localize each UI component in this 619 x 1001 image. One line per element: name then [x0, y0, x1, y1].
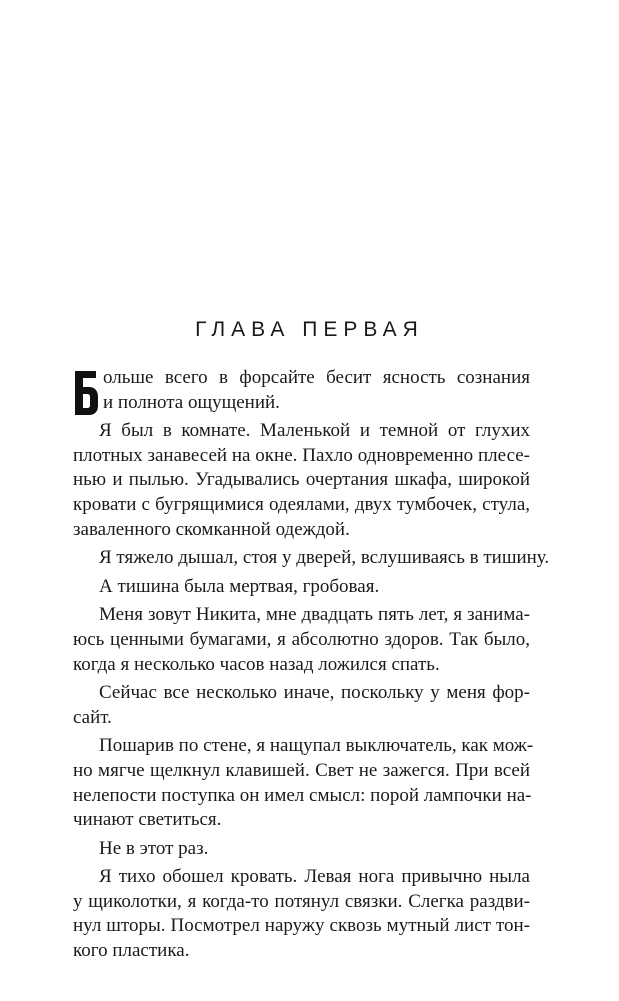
text-line: Я тяжело дышал, стоя у дверей, вслушиваясь в тишину.	[99, 547, 550, 569]
text-line: Не в этот раз.	[99, 837, 209, 859]
text-line: плотных занавесей на окне. Пахло одновременно плесе-	[73, 444, 530, 466]
text-line: нул шторы. Посмотрел наружу сквозь мутный лист тон-	[73, 915, 530, 937]
text-line: чинают светиться.	[73, 809, 222, 831]
text-line: заваленного скомканной одеждой.	[73, 518, 350, 540]
text-line: Я был в комнате. Маленькой и темной от глухих	[99, 420, 530, 442]
text-line: у щиколотки, я когда-то потянул связки. Слегка раздви-	[73, 890, 530, 912]
text-line: Пошарив по стене, я нащупал выключатель, как мож-	[99, 735, 534, 757]
chapter-body	[73, 366, 550, 964]
text-line: Сейчас все несколько иначе, поскольку у меня фор-	[99, 682, 530, 704]
chapter-title: ГЛАВА ПЕРВАЯ	[195, 318, 424, 341]
text-line: А тишина была мертвая, гробовая.	[99, 575, 380, 597]
text-line: нью и пылью. Угадывались очертания шкафа, широкой	[73, 469, 530, 491]
text-line: когда я несколько часов назад ложился спать.	[73, 653, 440, 675]
text-line: кровати с бугрящимися одеялами, двух тумбочек, стула,	[73, 493, 530, 515]
text-line: ольше всего в форсайте бесит ясность сознания	[103, 367, 530, 388]
text-line: Меня зовут Никита, мне двадцать пять лет, я занима-	[99, 604, 530, 626]
text-line: юсь ценными бумагами, я абсолютно здоров. Так было,	[73, 628, 530, 650]
text-line: нелепости поступка он имел смысл: порой лампочки на-	[73, 784, 532, 806]
text-line: сайт.	[73, 706, 112, 728]
text-line: и полнота ощущений.	[103, 391, 280, 413]
text-line: Я тихо обошел кровать. Левая нога привычно ныла	[99, 866, 530, 888]
text-line: кого пластика.	[73, 940, 190, 962]
text-line: но мягче щелкнул клавишей. Свет не зажегся. При всей	[73, 759, 530, 781]
